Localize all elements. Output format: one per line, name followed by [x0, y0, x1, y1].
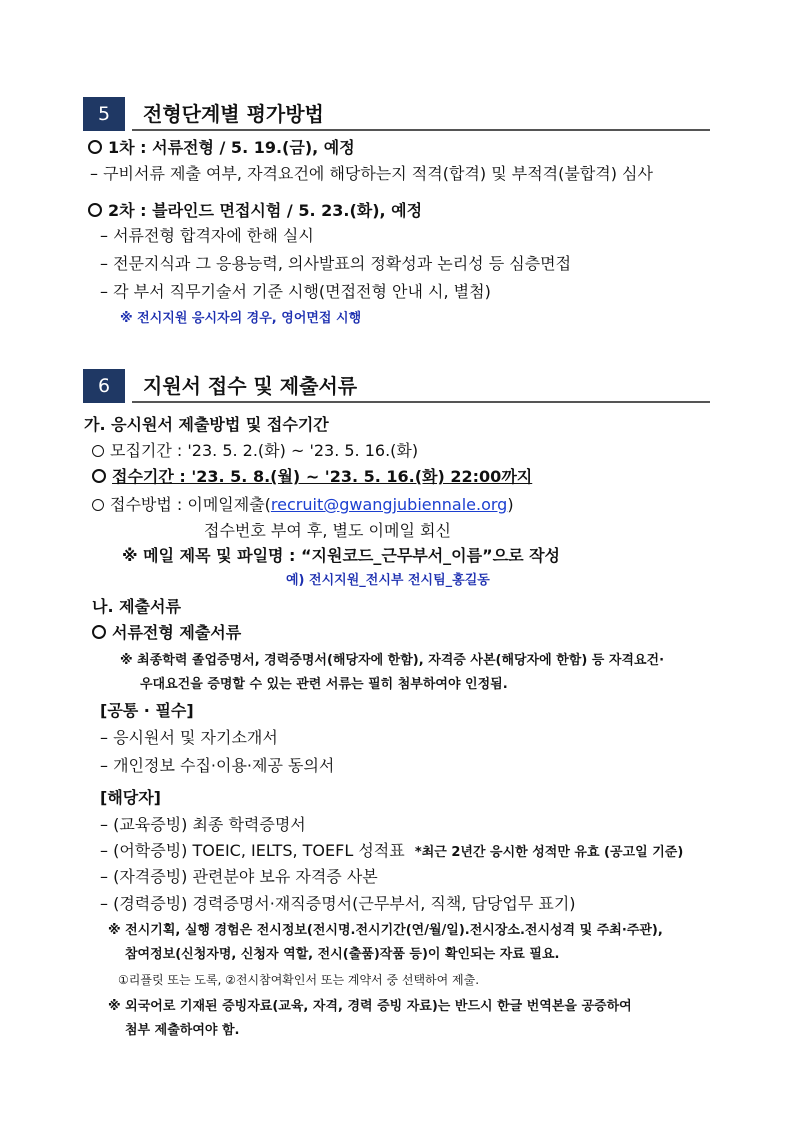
exhibit-note: ※ 전시기획, 실행 경험은 전시정보(전시명.전시기간(연/월/일).전시장소.전시성격 및 주최·주관),	[108, 923, 663, 938]
subsection-b-title: 나. 제출서류	[92, 597, 181, 616]
applicable-title: [해당자]	[100, 788, 161, 807]
email-link[interactable]: recruit@gwangjubiennale.org	[270, 495, 508, 514]
mail-title-note: ※ 메일 제목 및 파일명 : “지원코드_근무부서_이름”으로 작성	[122, 546, 561, 565]
section-number-5: 5	[83, 97, 125, 131]
step2-heading: 2차 : 블라인드 면접시험 / 5. 23.(화), 예정	[88, 200, 422, 222]
section-title-evaluation: 전형단계별 평가방법	[143, 102, 324, 126]
exhibit-note-cont: 참여정보(신청자명, 신청자 역할, 전시(출품)작품 등)이 확인되는 자료 필요.	[125, 947, 560, 962]
circle-bullet-icon	[92, 499, 104, 511]
common-required-title: [공통 · 필수]	[100, 701, 194, 720]
section-rule	[132, 401, 710, 403]
circle-bullet-icon	[92, 445, 104, 457]
circle-bullet-icon	[88, 203, 102, 217]
section-title-application: 지원서 접수 및 제출서류	[143, 374, 358, 398]
mail-title-example: 예) 전시지원_전시부 전시팀_홍길동	[286, 573, 490, 588]
application-method-line2: 접수번호 부여 후, 별도 이메일 회신	[204, 521, 451, 540]
common-item: – 응시원서 및 자기소개서	[100, 728, 278, 747]
step1-description: – 구비서류 제출 여부, 자격요건에 해당하는지 적격(합격) 및 부적격(불합격) 심사	[90, 164, 653, 183]
applicable-item: – (경력증빙) 경력증명서·재직증명서(근무부서, 직책, 담당업무 표기)	[100, 894, 576, 913]
document-screening-heading: 서류전형 제출서류	[92, 622, 241, 644]
documents-note-cont: 우대요건을 증명할 수 있는 관련 서류는 필히 첨부하여야 인정됨.	[140, 677, 508, 692]
language-score-note: *최근 2년간 응시한 성적만 유효 (공고일 기준)	[414, 845, 684, 860]
circle-bullet-icon	[92, 469, 106, 483]
applicable-item: – (교육증빙) 최종 학력증명서	[100, 815, 306, 834]
exhibit-note-options: ①리플릿 또는 도록, ②전시참여확인서 또는 계약서 중 선택하여 제출.	[118, 973, 480, 987]
application-method: 접수방법 : 이메일제출(recruit@gwangjubiennale.org)	[92, 494, 514, 516]
step1-heading: 1차 : 서류전형 / 5. 19.(금), 예정	[88, 137, 355, 159]
step2-item: – 각 부서 직무기술서 기준 시행(면접전형 안내 시, 별첨)	[100, 282, 491, 301]
applicable-item: – (자격증빙) 관련분야 보유 자격증 사본	[100, 867, 378, 886]
step2-item: – 전문지식과 그 응용능력, 의사발표의 정확성과 논리성 등 심층면접	[100, 254, 572, 273]
applicable-item: – (어학증빙) TOEIC, IELTS, TOEFL 성적표 *최근 2년간 응시한 성적만 유효 (공고일 기준)	[100, 841, 684, 860]
circle-bullet-icon	[88, 140, 102, 154]
foreign-docs-note-cont: 첨부 제출하여야 함.	[125, 1023, 240, 1038]
circle-bullet-icon	[92, 625, 106, 639]
documents-note: ※ 최종학력 졸업증명서, 경력증명서(해당자에 한함), 자격증 사본(해당자에 한함) 등 자격요건·	[120, 653, 665, 668]
application-period: 접수기간 : '23. 5. 8.(월) ~ '23. 5. 16.(화) 22:00까지	[92, 466, 532, 488]
common-item: – 개인정보 수집·이용·제공 동의서	[100, 756, 335, 775]
step2-note: ※ 전시지원 응시자의 경우, 영어면접 시행	[120, 311, 362, 326]
step2-item: – 서류전형 합격자에 한해 실시	[100, 226, 314, 245]
section-number-6: 6	[83, 369, 125, 403]
foreign-docs-note: ※ 외국어로 기재된 증빙자료(교육, 자격, 경력 증빙 자료)는 반드시 한글 번역본을 공증하여	[108, 999, 632, 1014]
recruit-period: 모집기간 : '23. 5. 2.(화) ~ '23. 5. 16.(화)	[92, 440, 418, 462]
section-rule	[132, 129, 710, 131]
subsection-a-title: 가. 응시원서 제출방법 및 접수기간	[84, 415, 329, 434]
